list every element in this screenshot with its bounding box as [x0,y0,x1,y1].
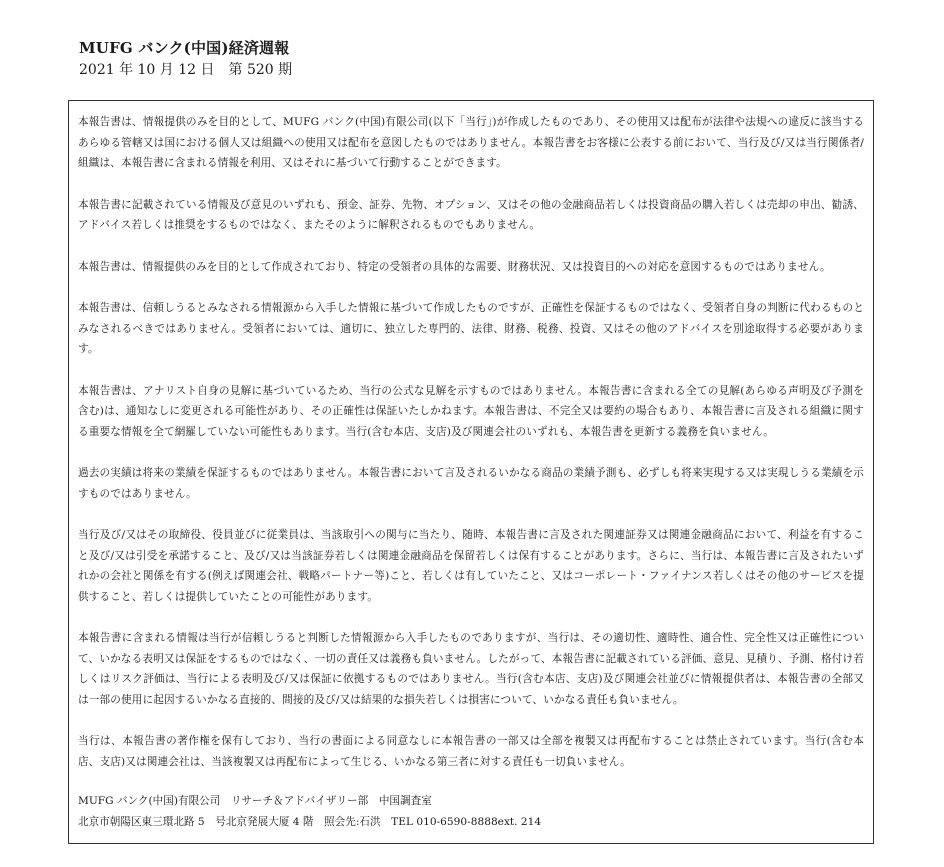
report-date-issue: 2021 年 10 月 12 日 第 520 期 [79,62,293,78]
report-title: MUFG バンク(中国)経済週報 [79,39,290,57]
footer-department: MUFG バンク(中国)有限公司 リサーチ＆アドバイザリー部 中国調査室 [78,795,432,807]
disclaimer-paragraph: 過去の実績は将来の業績を保証するものではありません。本報告書において言及されるいかなる商品の業績予測も、必ずしも将来実現する又は実現しうる業績を示すものではありません。 [78,467,864,500]
disclaimer-paragraph: 本報告書は、情報提供のみを目的として作成されており、特定の受領者の具体的な需要、財務状況、又は投資目的への対応を意図するものではありません。 [78,260,831,273]
disclaimer-paragraph: 本報告書は、アナリスト自身の見解に基づいているため、当行の公式な見解を示すものではありません。本報告書に含まれる全ての見解(あらゆる声明及び予測を含む)は、通知なしに変更される可能性があり、その正確性は保証いたしかねます。本報告書は、不完全又は要約の場合もあり、本報告書に言及される組織に関する重要な情報を全て網羅していない可能性もあります。当行(含む本店、支店)及び関連会社のいずれも、本報告書を更新する義務を負いません。 [78,384,864,438]
contact-footer [78,791,864,832]
disclaimer-paragraph: 本報告書に記載されている情報及び意見のいずれも、預金、証券、先物、オプション、又はその他の金融商品若しくは投資商品の購入若しくは売却の申出、勧誘、アドバイス若しくは推奨をするものではなく、またそのように解釈されるものでもありません。 [78,198,864,231]
disclaimer-paragraph: 当行は、本報告書の著作権を保有しており、当行の書面による同意なしに本報告書の一部又は全部を複製又は再配布することは禁止されています。当行(含む本店、支店)又は関連会社は、当該複製又は再配布によって生じる、いかなる第三者に対する責任も一切負いません。 [78,735,864,768]
disclaimer-paragraph: 本報告書は、信頼しうるとみなされる情報源から入手した情報に基づいて作成したものですが、正確性を保証するものではなく、受領者自身の判断に代わるものとみなされるべきではありません。受領者においては、適切に、独立した専門的、法律、財務、税務、投資、又はその他のアドバイスを別途取得する必要があります。 [78,302,864,355]
disclaimer-paragraph: 当行及び/又はその取締役、役員並びに従業員は、当該取引への関与に当たり、随時、本報告書に言及された関連証券又は関連金融商品において、利益を有すること及び/又は引受を承諾すること、及び/又は当該証券若しくは関連金融商品を保留若しくは保有することがあります。さらに、当行は、本報告書に言及されたいずれかの会社と関係を有する(例えば関連会社、戦略パートナー等)こと、若しくは有していたこと、又はコーポレート・ファイナンス若しくはその他のサービスを提供すること、若しくは提供していたことの可能性があります。 [78,529,864,603]
disclaimer-paragraph: 本報告書に含まれる情報は当行が信頼しうると判断した情報源から入手したものでありますが、当行は、その適切性、適時性、適合性、完全性又は正確性について、いかなる表明又は保証をするものではなく、一切の責任又は義務も負いません。したがって、本報告書に記載されている評価、意見、見積り、予測、格付け若しくはリスク評価は、当行による表明及び/又は保証に依拠するものではありません。当行(含む本店、支店)及び関連会社並びに情報提供者は、本報告書の全部又は一部の使用に起因するいかなる直接的、間接的及び/又は結果的な損失若しくは損害について、いかなる責任も負いません。 [78,632,864,706]
report-header [79,38,292,79]
footer-address-contact: 北京市朝陽区東三環北路 5 号北京発展大厦 4 階 照会先:石洪 TEL 010-6590-8888ext. 214 [78,815,542,828]
disclaimer-box [68,100,874,844]
disclaimer-paragraph: 本報告書は、情報提供のみを目的として、MUFG バンク(中国)有限公司(以下「当行」)が作成したものであり、その使用又は配布が法律や法規への違反に該当するあらゆる管轄又は国における個人又は組織への使用又は配布を意図したものではありません。本報告書をお客様に公表する前において、当行及び/又は当行関係者/組織は、本報告書に含まれる情報を利用、又はそれに基づいて行動することができます。 [78,116,864,169]
